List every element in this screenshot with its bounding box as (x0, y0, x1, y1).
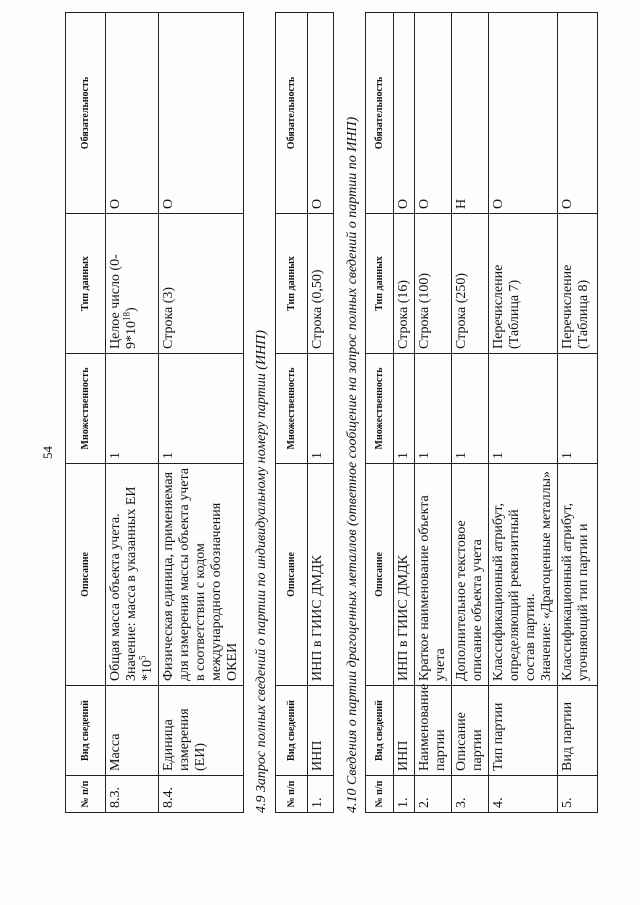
table-row (452, 13, 489, 813)
cell-req: О (489, 13, 558, 214)
table-row (415, 13, 452, 813)
cell-mult: 1 (452, 354, 489, 464)
cell-mult: 1 (394, 354, 415, 464)
cell-type (106, 214, 159, 354)
header-mult: Множественность (366, 354, 394, 464)
cell-mult: 1 (558, 354, 598, 464)
cell-type: Строка (250) (452, 214, 489, 354)
cell-num: 8.4. (159, 776, 244, 813)
table-header-row (66, 13, 106, 813)
cell-req: О (106, 13, 159, 214)
type-exp: 18 (121, 312, 132, 321)
cell-num: 2. (415, 776, 452, 813)
header-type: Тип данных (66, 214, 106, 354)
cell-mult: 1 (415, 354, 452, 464)
table-row (394, 13, 415, 813)
header-req: Обязательность (366, 13, 394, 214)
cell-num: 3. (452, 776, 489, 813)
header-mult: Множественность (66, 354, 106, 464)
cell-num: 5. (558, 776, 598, 813)
header-num: № п/п (66, 776, 106, 813)
table-row (159, 13, 244, 813)
header-num: № п/п (276, 776, 308, 813)
cell-req: О (308, 13, 334, 214)
cell-desc: Классификационный атрибут, уточняющий тип партии и (558, 464, 598, 686)
table-section-4-10 (365, 12, 598, 813)
cell-type: Перечисление (Таблица 7) (489, 214, 558, 354)
type-text: Целое число (0-9*10 (108, 254, 139, 349)
cell-desc: ИНП в ГИИС ДМДК (308, 464, 334, 686)
cell-req: О (394, 13, 415, 214)
cell-desc: Дополнительное текстовое описание объекта учета (452, 464, 489, 686)
cell-type: Строка (100) (415, 214, 452, 354)
cell-req: О (415, 13, 452, 214)
cell-num: 1. (308, 776, 334, 813)
cell-type: Строка (3) (159, 214, 244, 354)
cell-req: Н (452, 13, 489, 214)
cell-num: 1. (394, 776, 415, 813)
cell-desc (106, 464, 159, 686)
cell-mult: 1 (106, 354, 159, 464)
desc-line: Классификационный атрибут, определяющий реквизитный состав партии. (491, 503, 538, 681)
cell-kind: ИНП (394, 686, 415, 776)
cell-mult: 1 (308, 354, 334, 464)
desc-value: Значение: «Драгоценные металлы» (539, 470, 554, 681)
table-row (558, 13, 598, 813)
header-desc: Описание (66, 464, 106, 686)
page-number: 54 (40, 446, 55, 459)
header-num: № п/п (366, 776, 394, 813)
cell-kind: Тип партии (489, 686, 558, 776)
cell-type: Строка (16) (394, 214, 415, 354)
cell-kind: ИНП (308, 686, 334, 776)
cell-desc (489, 464, 558, 686)
cell-num: 4. (489, 776, 558, 813)
cell-kind: Единица измерения (ЕИ) (159, 686, 244, 776)
header-kind: Вид сведений (66, 686, 106, 776)
desc-value (124, 468, 156, 681)
header-desc: Описание (276, 464, 308, 686)
header-type: Тип данных (276, 214, 308, 354)
cell-req: О (159, 13, 244, 214)
header-type: Тип данных (366, 214, 394, 354)
header-kind: Вид сведений (276, 686, 308, 776)
desc-value-exp: 5 (137, 655, 148, 660)
table-section-4-9 (275, 12, 334, 813)
table-row (489, 13, 558, 813)
desc-line: Общая масса объекта учета. (108, 513, 123, 681)
cell-desc: ИНП в ГИИС ДМДК (394, 464, 415, 686)
cell-kind: Масса (106, 686, 159, 776)
table-section-8 (65, 12, 244, 813)
cell-type: Перечисление (Таблица 8) (558, 214, 598, 354)
type-end: ) (124, 307, 139, 312)
section-caption-4-9: 4.9 Запрос полных сведений о партии по индивидуальному номеру партии (ИНП) (254, 330, 269, 813)
table-header-row (276, 13, 308, 813)
header-mult: Множественность (276, 354, 308, 464)
cell-kind: Описание партии (452, 686, 489, 776)
cell-kind: Вид партии (558, 686, 598, 776)
cell-type: Строка (0,50) (308, 214, 334, 354)
cell-mult: 1 (159, 354, 244, 464)
desc-value-text: Значение: масса в указанных ЕИ *10 (124, 486, 155, 681)
table-header-row (366, 13, 394, 813)
cell-kind: Наименование партии (415, 686, 452, 776)
cell-desc: Краткое наименование объекта учета (415, 464, 452, 686)
table-row (308, 13, 334, 813)
table-row (106, 13, 159, 813)
header-desc: Описание (366, 464, 394, 686)
cell-mult: 1 (489, 354, 558, 464)
cell-req: О (558, 13, 598, 214)
section-caption-4-10: 4.10 Сведения о партии драгоценных металлов (ответное сообщение на запрос полных сведений о партии по ИНП) (345, 116, 360, 813)
cell-desc: Физическая единица, применяемая для измерения массы объекта учета в соответствии с кодом международного обозначения ОКЕИ (159, 464, 244, 686)
cell-num: 8.3. (106, 776, 159, 813)
header-kind: Вид сведений (366, 686, 394, 776)
header-req: Обязательность (276, 13, 308, 214)
header-req: Обязательность (66, 13, 106, 214)
